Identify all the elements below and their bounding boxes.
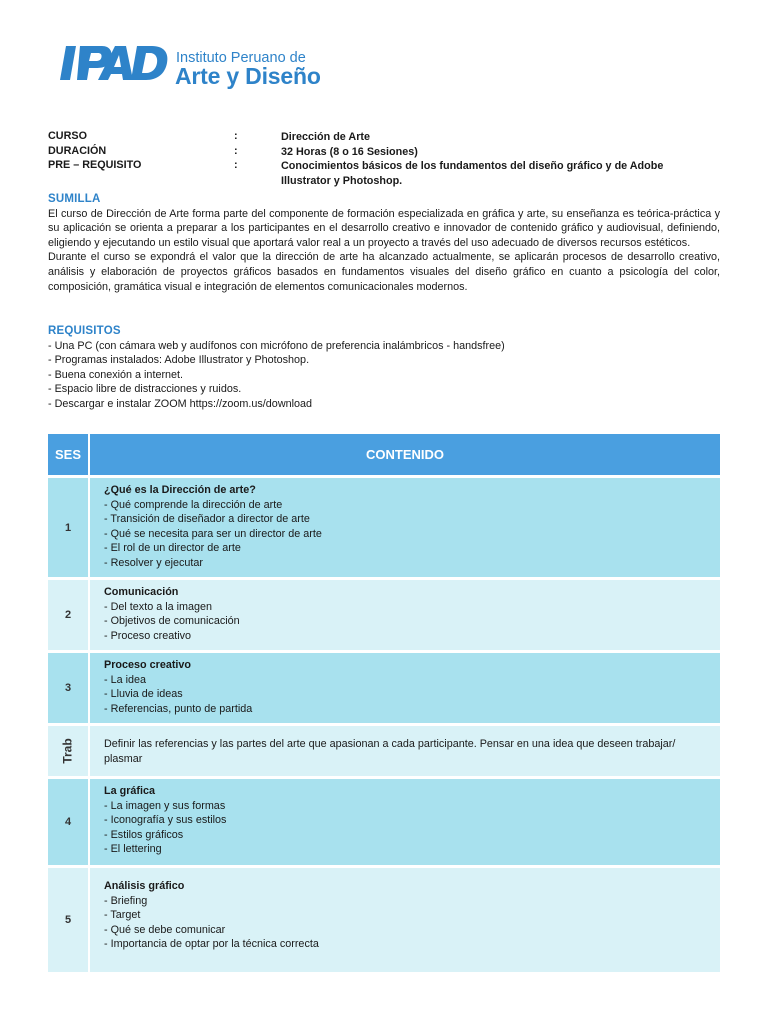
session-item: - El rol de un director de arte xyxy=(104,542,241,555)
info-label: PRE – REQUISITO xyxy=(48,159,142,171)
session-item: - Lluvia de ideas xyxy=(104,688,183,701)
info-label: DURACIÓN xyxy=(48,144,107,157)
requisito-item: - Descargar e instalar ZOOM https://zoom.us/download xyxy=(48,397,313,410)
session-title: ¿Qué es la Dirección de arte? xyxy=(104,484,256,496)
session-item: - Qué se necesita para ser un director de arte xyxy=(104,527,322,540)
sumilla-paragraph: Durante el curso se expondrá el valor que la dirección de arte ha alcanzado actualmente, se aplicarán procesos de desarrollo creativo, análisis y elaboración de proyectos gráficos basados en fundamentos visuales del diseño gráfico en cuanto a psicología del color, composición, gramática visual e integración de elementos comunicacionales modernos. xyxy=(48,251,720,293)
session-number: 3 xyxy=(48,653,88,723)
session-item: - Referencias, punto de partida xyxy=(104,702,253,715)
session-number-cell xyxy=(48,726,88,776)
requisitos-title: REQUISITOS xyxy=(48,325,121,337)
session-number: 1 xyxy=(48,478,88,577)
session-content xyxy=(90,653,720,723)
info-value: Conocimientos básicos de los fundamentos del diseño gráfico y de Adobe Illustrator y Photoshop. xyxy=(281,160,664,187)
session-item: - Qué comprende la dirección de arte xyxy=(104,498,283,511)
logo-subtitle: Instituto Peruano de xyxy=(176,50,306,66)
session-item: - Proceso creativo xyxy=(104,629,192,642)
info-colon: : xyxy=(234,159,238,171)
session-item: - Resolver y ejecutar xyxy=(104,556,204,569)
info-row-prerequisito xyxy=(48,159,728,187)
session-number: 4 xyxy=(48,779,88,865)
requisito-item: - Una PC (con cámara web y audífonos con micrófono de preferencia inalámbricos - handsfree) xyxy=(48,339,505,352)
session-title: Análisis gráfico xyxy=(104,880,185,892)
course-info xyxy=(48,130,728,187)
requisitos-section xyxy=(48,324,720,412)
session-item: - La idea xyxy=(104,673,147,686)
session-item: - Target xyxy=(104,909,141,922)
session-number: Trab xyxy=(61,738,75,764)
session-item: - Iconografía y sus estilos xyxy=(104,814,227,827)
session-item: - Qué se debe comunicar xyxy=(104,923,226,936)
ipad-logo-mark xyxy=(58,44,170,82)
session-item: - Objetivos de comunicación xyxy=(104,615,240,628)
session-item: - La imagen y sus formas xyxy=(104,799,226,812)
session-item: - Importancia de optar por la técnica correcta xyxy=(104,938,319,951)
sumilla-paragraph: El curso de Dirección de Arte forma parte del componente de formación especializada en gráfica y arte, su enseñanza es teórica-práctica y su aplicación se orienta a preparar a los participantes en el desarrollo creativo e innovador de contenido gráfico y audiovisual, definiendo, eligiendo y ejecutando un estilo visual que aportará valor real a un proyecto a través del uso adecuado de diversos recursos estéticos. xyxy=(48,207,720,249)
session-item: - Briefing xyxy=(104,894,148,907)
session-item: - Transición de diseñador a director de arte xyxy=(104,513,310,526)
logo-name: Arte y Diseño xyxy=(175,63,321,89)
info-value: Dirección de Arte xyxy=(281,131,371,143)
requisito-item: - Espacio libre de distracciones y ruidos. xyxy=(48,383,242,396)
session-content xyxy=(90,868,720,972)
sumilla-section xyxy=(48,192,720,294)
session-content xyxy=(90,478,720,577)
session-title: La gráfica xyxy=(104,785,156,797)
session-content xyxy=(90,726,720,776)
session-title: Comunicación xyxy=(104,586,179,598)
session-text: Definir las referencias y las partes del arte que apasionan a cada participante. Pensar en una idea que deseen trabajar/ plasmar xyxy=(104,738,676,765)
session-item: - Del texto a la imagen xyxy=(104,600,213,613)
info-row-duracion xyxy=(48,145,728,160)
info-colon: : xyxy=(234,144,238,157)
header-contenido: CONTENIDO xyxy=(90,434,720,475)
session-title: Proceso creativo xyxy=(104,659,192,671)
header-ses: SES xyxy=(48,434,88,475)
requisito-item: - Buena conexión a internet. xyxy=(48,368,184,381)
session-content xyxy=(90,779,720,865)
requisito-item: - Programas instalados: Adobe Illustrator y Photoshop. xyxy=(48,354,310,367)
info-label: CURSO xyxy=(48,130,87,142)
info-value: 32 Horas (8 o 16 Sesiones) xyxy=(281,145,418,158)
info-colon: : xyxy=(234,130,238,142)
sumilla-title: SUMILLA xyxy=(48,193,101,205)
session-number: 5 xyxy=(48,868,88,972)
info-row-curso xyxy=(48,130,728,145)
session-number: 2 xyxy=(48,580,88,650)
session-item: - El lettering xyxy=(104,843,162,856)
session-item: - Estilos gráficos xyxy=(104,828,184,841)
session-content xyxy=(90,580,720,650)
